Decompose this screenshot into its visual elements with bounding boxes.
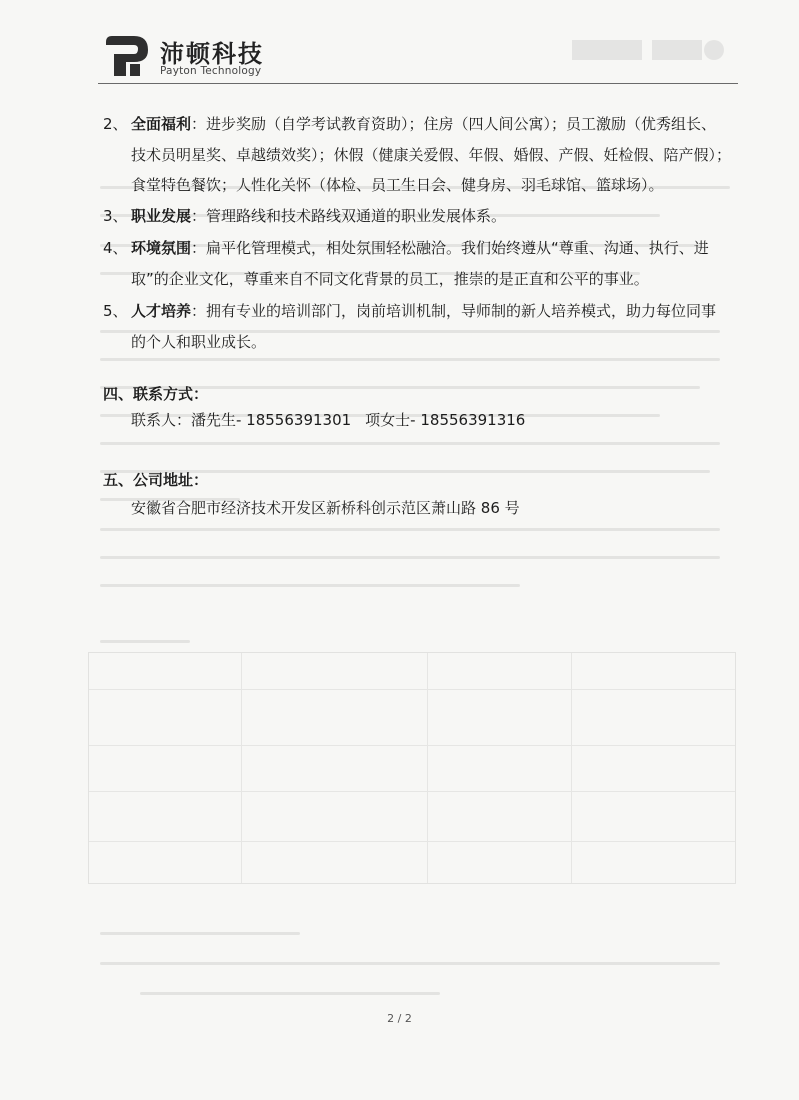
list-item-career [103, 201, 753, 232]
list-item-environment [103, 233, 753, 294]
contact-person-1: 联系人：潘先生- 18556391301 [131, 411, 352, 429]
ghost-line [100, 556, 720, 559]
list-item-text: 技术员明星奖、卓越绩效奖）；休假（健康关爱假、年假、婚假、产假、妊检假、陪产假）； [131, 145, 732, 164]
company-name-en: Payton Technology [160, 65, 262, 77]
list-item-title: 环境氛围 [131, 239, 192, 257]
company-name-cn: 沛顿科技 [160, 40, 264, 68]
ghost-line [100, 358, 720, 361]
list-item-text: 取”的企业文化，尊重来自不同文化背景的员工，推崇的是正直和公平的事业。 [131, 269, 649, 288]
list-item-text: ：拥有专业的培训部门，岗前培训机制，导师制的新人培养模式，助力每位同事 [191, 302, 717, 320]
page-number: 2 / 2 [387, 1012, 412, 1025]
list-item-text: ：进步奖励（自学考试教育资助）；住房（四人间公寓）；员工激励（优秀组长、 [191, 115, 717, 133]
list-number: 2、 [103, 115, 128, 133]
list-item-benefits [103, 109, 753, 201]
ghost-line [100, 528, 720, 531]
contact-info [131, 409, 539, 430]
ghost-line [100, 640, 190, 643]
page-header [0, 0, 799, 90]
ghost-line [100, 932, 300, 935]
section-title-address: 五、公司地址： [103, 471, 209, 489]
company-logo-icon [104, 32, 152, 80]
list-item-title: 人才培养 [131, 302, 192, 320]
ghost-line [100, 584, 520, 587]
ghost-line [100, 962, 720, 965]
section-title-contact: 四、联系方式： [103, 385, 209, 403]
address-text: 安徽省合肥市经济技术开发区新桥科创示范区萧山路 86 号 [131, 499, 520, 517]
list-number: 5、 [103, 302, 128, 320]
list-item-text: 的个人和职业成长。 [131, 332, 267, 351]
contact-person-2: 项女士- 18556391316 [365, 411, 526, 429]
list-item-text: 食堂特色餐饮；人性化关怀（体检、员工生日会、健身房、羽毛球馆、篮球场）。 [131, 176, 664, 194]
list-item-title: 职业发展 [131, 207, 192, 225]
list-number: 3、 [103, 207, 128, 225]
list-item-text: ：扁平化管理模式，相处氛围轻松融洽。我们始终遵从“尊重、沟通、执行、进 [191, 239, 709, 257]
list-item-title: 全面福利 [131, 115, 192, 133]
header-divider [98, 83, 738, 84]
list-number: 4、 [103, 239, 128, 257]
ghost-line [100, 442, 720, 445]
ghost-table [88, 652, 736, 884]
list-item-text: ：管理路线和技术路线双通道的职业发展体系。 [191, 207, 507, 225]
ghost-line [140, 992, 440, 995]
list-item-training [103, 296, 753, 357]
